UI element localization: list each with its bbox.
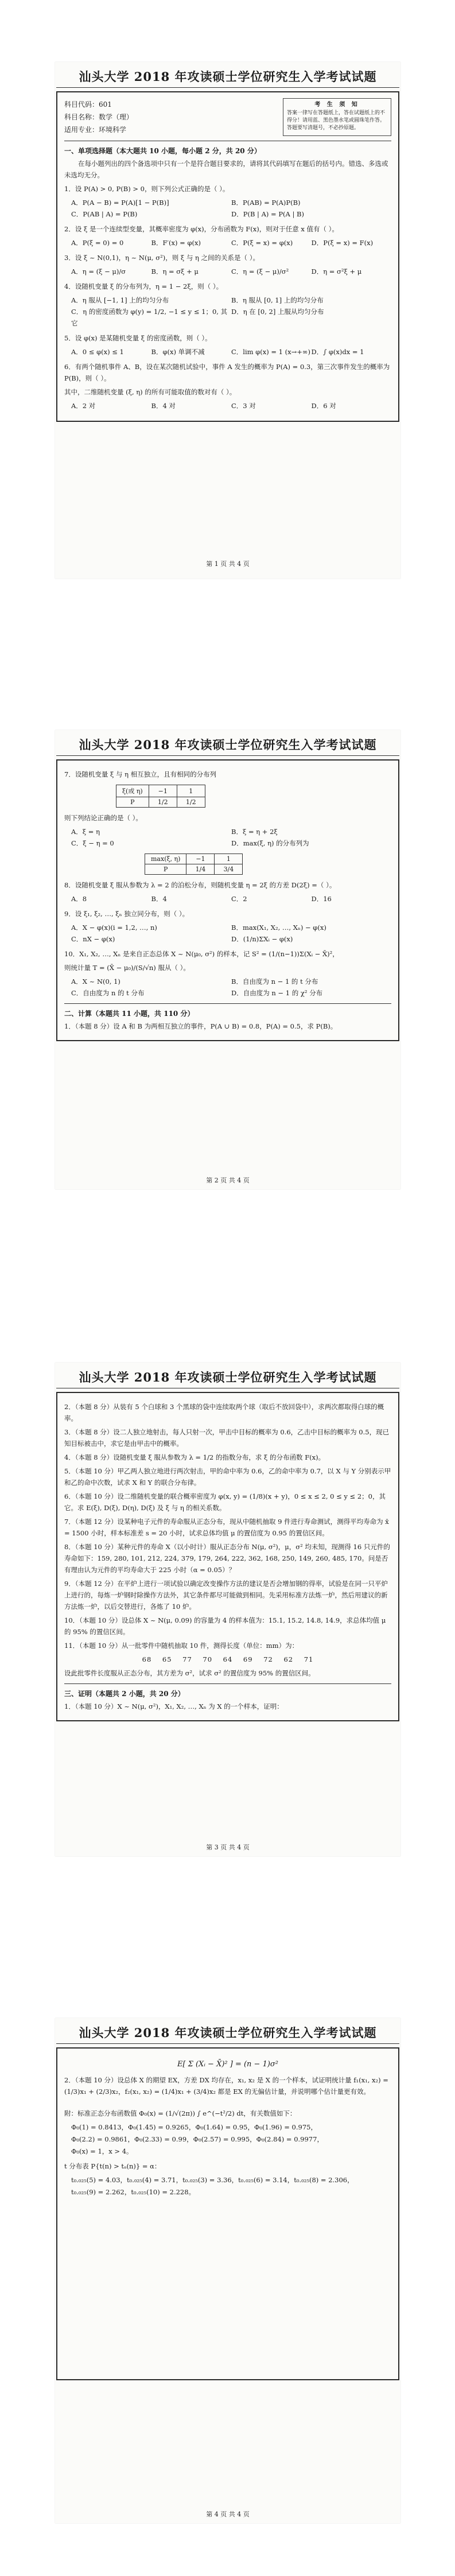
exam-frame — [56, 759, 399, 1041]
question-8-options — [71, 893, 391, 905]
option: D．(1/n)ΣXᵢ − φ(x) — [231, 935, 293, 943]
option: C．3 对 — [231, 402, 256, 410]
table-cell: 1 — [215, 854, 243, 864]
option: A．ξ = η — [71, 828, 100, 836]
question-3-options — [71, 266, 391, 277]
exam-frame — [56, 2047, 399, 2380]
t-table-values — [71, 2174, 391, 2198]
blank-space — [64, 2201, 391, 2373]
section-title: 二、计算（本题共 11 小题，共 110 分） — [64, 1010, 195, 1018]
option: A．0 ≤ φ(x) ≤ 1 — [71, 348, 124, 356]
option: A．P(ξ = 0) = 0 — [71, 239, 124, 247]
table-cell: −1 — [149, 785, 177, 797]
subject-major: 适用专业：环境科学 — [64, 126, 127, 134]
subject-code: 科目代码：601 — [64, 100, 112, 108]
normal-table-values — [71, 2121, 391, 2157]
question-3: 3．设 ξ ~ N(0,1)，η ~ N(μ, σ²)，则 ξ 与 η 之间的关系是（ ）。 — [64, 254, 259, 262]
option: D．P(B | A) = P(A | B) — [231, 210, 304, 218]
question-2: 2．设 ξ 是一个连续型变量，其概率密度为 φ(x)，分布函数为 F(x)，则对于任意 x 值有（ ）。 — [64, 225, 339, 233]
option: D．∫ φ(x)dx = 1 — [311, 348, 364, 356]
question-7-options — [71, 826, 391, 849]
sample-data: 68 65 77 70 64 69 72 62 71 — [142, 1655, 314, 1663]
page-4 — [0, 1932, 455, 2576]
title-divider — [56, 755, 399, 756]
option: C．自由度为 n 的 t 分布 — [71, 989, 145, 997]
t-table-title: t 分布表 P{t(n) > tₐ(n)} = α： — [64, 2162, 161, 2170]
option: B．η = σξ + μ — [151, 267, 199, 276]
calc-question-11-ask: 设此批零件长度服从正态分布，其方差为 σ²，试求 σ² 的置信度为 95% 的置信区间。 — [64, 1669, 315, 1677]
option: A．2 对 — [71, 402, 96, 410]
option: D．P(ξ = x) = F(x) — [311, 239, 374, 247]
option: B．P(AB) = P(A)P(B) — [231, 199, 301, 207]
page-footer: 第 4 页 共 4 页 — [206, 2511, 250, 2518]
question-4-options — [71, 294, 391, 329]
page-title: 汕头大学 2018 年攻读硕士学位研究生入学考试试题 — [79, 1370, 377, 1384]
question-2-options — [71, 237, 391, 249]
option: A．X ~ N(0, 1) — [71, 977, 120, 986]
page-footer: 第 3 页 共 4 页 — [206, 1844, 250, 1851]
calc-question-3: 3．（本题 8 分）设二人独立地射击，每人只射一次，甲击中目标的概率为 0.6，乙击中目标的概率为 0.5，现已知目标被击中，求它是由甲击中的概率。 — [64, 1428, 390, 1448]
t-line: t₀.₀₂₅(9) = 2.262，t₀.₀₂₅(10) = 2.228。 — [71, 2188, 196, 2196]
option: B．F′(x) = φ(x) — [151, 239, 201, 247]
option: C．ξ − η = 0 — [71, 839, 114, 847]
spacer — [64, 2100, 391, 2105]
phi-line: Φ₀(1) = 0.8413，Φ₀(1.45) = 0.9265，Φ₀(1.64) = 0.95，Φ₀(1.96) = 0.975， — [71, 2123, 317, 2131]
exam-sheet-4 — [55, 2018, 400, 2523]
phi-line: Φ₀(x) = 1，x > 4。 — [71, 2147, 133, 2155]
table-cell: −1 — [186, 854, 215, 864]
option: C．nX − φ(x) — [71, 935, 115, 943]
max-distribution-table — [145, 854, 243, 875]
option: C．η = (ξ − μ)/σ² — [231, 267, 289, 276]
exam-meta — [64, 98, 391, 136]
section-divider — [64, 1003, 391, 1004]
question-6: 6．有两个随机事件 A、B，设在某次随机试验中，事件 A 发生的概率为 P(A) = 0.3，第三次事件发生的概率为 P(B)，则（ ）。 — [64, 363, 390, 382]
subject-name: 科目名称：数学（理） — [64, 113, 134, 121]
title-divider — [56, 2043, 399, 2044]
question-1-options — [71, 197, 391, 220]
exam-frame — [56, 91, 399, 422]
exam-sheet-2 — [55, 730, 400, 1189]
option: C．P(ξ = x) = φ(x) — [231, 239, 293, 247]
table-cell: max(ξ, η) — [145, 854, 186, 864]
question-4: 4．设随机变量 ξ 的分布列为，η = 1 − 2ξ，则（ ）。 — [64, 282, 223, 290]
question-10: 10．X₁, X₂, …, Xₙ 是来自正态总体 X ~ N(μ₀, σ²) 的样本，记 S² = (1/(n−1))Σ(Xᵢ − X̄)²， — [64, 950, 339, 958]
page-footer: 第 1 页 共 4 页 — [206, 560, 250, 568]
option: D．η = σ²ξ + μ — [311, 267, 362, 276]
section-intro: 在每小题列出的四个备选项中只有一个是符合题目要求的，请将其代码填写在题后的括号内。错选、多选或未选均无分。 — [64, 160, 388, 179]
option: A．X − φ(x)(i = 1,2, …, n) — [71, 924, 157, 932]
option: B．φ(x) 单调不减 — [151, 348, 205, 356]
calc-question-6: 6．（本题 10 分）设二维随机变量的联合概率密度为 φ(x, y) = (1/8)(x + y)，0 ≤ x ≤ 2, 0 ≤ y ≤ 2；0，其它。求 E(ξ), D(ξ), D(η), D(ξ) 及 ξ 与 η 的相关系数。 — [64, 1492, 386, 1512]
table-cell: 3/4 — [215, 864, 243, 875]
option: C．P(AB | A) = P(B) — [71, 210, 138, 218]
page-1 — [0, 0, 455, 644]
table-cell: 1/2 — [149, 797, 177, 808]
question-1: 1．设 P(A) > 0, P(B) > 0，则下列公式正确的是（ ）。 — [64, 185, 230, 193]
title-divider — [56, 87, 399, 88]
page-footer: 第 2 页 共 4 页 — [206, 1177, 250, 1184]
option: D．6 对 — [311, 402, 336, 410]
question-6-mid: 其中，二维随机变量 (ξ, η) 的所有可能取值的数对有（ ）。 — [64, 388, 236, 396]
page-2 — [0, 644, 455, 1288]
page-title: 汕头大学 2018 年攻读硕士学位研究生入学考试试题 — [79, 69, 377, 84]
option: C．2 — [231, 895, 247, 903]
distribution-table — [116, 785, 205, 808]
option: C．lim φ(x) = 1 (x→+∞) — [231, 348, 310, 356]
page-title: 汕头大学 2018 年攻读硕士学位研究生入学考试试题 — [79, 2026, 377, 2040]
calc-question-7: 7．（本题 12 分）设某种电子元件的寿命服从正态分布，现从中随机抽取 9 件进行寿命测试，测得平均寿命为 x̄ = 1500 小时，样本标准差 s = 20 小时，试求总体均值 μ 的置信度为 0.95 的置信区间。 — [64, 1518, 389, 1537]
option: D．max(ξ, η) 的分布列为 — [231, 839, 309, 847]
appendix-title: 附：标准正态分布函数值 Φ₀(x) = (1/√(2π)) ∫ e^(−t²/2) dt，有关数值如下： — [64, 2109, 297, 2117]
exam-sheet-1 — [55, 62, 400, 579]
calc-question-1: 1．（本题 8 分）设 A 和 B 为两相互独立的事件，P(A ∪ B) = 0.8，P(A) = 0.5，求 P(B)。 — [64, 1022, 337, 1030]
option: B．η 服从 [0, 1] 上的均匀分布 — [231, 296, 324, 304]
option: D．η 在 [0, 2] 上服从均匀分布 — [231, 308, 324, 316]
calc-question-11: 11．（本题 10 分）从一批零件中随机抽取 10 件，测得长度（单位：mm）为： — [64, 1642, 299, 1650]
option: B．max(X₁, X₂, …, Xₙ) − φ(x) — [231, 924, 326, 932]
question-9-options — [71, 922, 391, 945]
section-title: 三、证明（本题共 2 小题，共 20 分） — [64, 1690, 185, 1698]
table-cell: 1/4 — [186, 864, 215, 875]
option: D．16 — [311, 895, 332, 903]
notice-text: 答案一律写在答题纸上，答在试题纸上的不得分！请用蓝、黑色墨水笔或圆珠笔作答。答题要写清题号，不必抄原题。 — [287, 110, 386, 131]
section-title: 一、单项选择题（本大题共 10 小题，每小题 2 分，共 20 分） — [64, 147, 261, 155]
question-5-options — [71, 346, 391, 358]
option: A．η 服从 [−1, 1] 上的均匀分布 — [71, 296, 169, 304]
question-9: 9．设 ξ₁, ξ₂, …, ξₙ 独立同分布，则（ ）。 — [64, 910, 189, 918]
calc-question-10: 10．（本题 10 分）设总体 X ~ N(μ, 0.09) 的容量为 4 的样本值为：15.1, 15.2, 14.8, 14.9，求总体均值 μ 的 95% 的置信区间。 — [64, 1616, 386, 1636]
question-6-options — [71, 400, 391, 412]
option: B．4 — [151, 895, 167, 903]
option: B．ξ = η + 2ξ — [231, 828, 278, 836]
candidate-notice — [283, 98, 391, 136]
table-cell: ξ(或 η) — [116, 785, 149, 797]
page-3 — [0, 1288, 455, 1932]
option: D．自由度为 n − 1 的 χ² 分布 — [231, 989, 323, 997]
subject-info — [64, 98, 133, 136]
exam-sheet-3 — [55, 1363, 400, 1856]
question-8: 8．设随机变量 ξ 服从参数为 λ = 2 的泊松分布，则随机变量 η = 2ξ 的方差 D(2ξ) =（ ）。 — [64, 881, 336, 889]
option: A．8 — [71, 895, 87, 903]
phi-line: Φ₀(2.2) = 0.9861，Φ₀(2.33) = 0.99，Φ₀(2.57) = 0.995，Φ₀(2.84) = 0.9977， — [71, 2135, 324, 2143]
notice-title: 考 生 须 知 — [314, 102, 360, 108]
option: B．4 对 — [151, 402, 176, 410]
question-7: 7．设随机变量 ξ 与 η 相互独立，且有相同的分布列 — [64, 770, 217, 778]
option: B．自由度为 n − 1 的 t 分布 — [231, 977, 318, 986]
calc-question-2: 2．（本题 8 分）从装有 5 个白球和 3 个黑球的袋中连续取两个球（取后不放回袋中），求两次都取得白球的概率。 — [64, 1403, 384, 1422]
calc-question-4: 4．（本题 8 分）设随机变量 ξ 服从参数为 λ = 1/2 的指数分布，求 ξ 的分布函数 F(x)。 — [64, 1453, 325, 1461]
page-title: 汕头大学 2018 年攻读硕士学位研究生入学考试试题 — [79, 738, 377, 752]
table-cell: P — [145, 864, 186, 875]
calc-question-8: 8．（本题 10 分）某种元件的寿命 X（以小时计）服从正态分布 N(μ, σ²)，μ，σ² 均未知，现测得 16 只元件的寿命如下：159, 280, 101, 212, 224, 379, 179, 264, 222, 362, 168, 250, 149, 260, 485, 170。问是否有理由认为元件的平均寿命大于 225 小时（α = 0.05）？ — [64, 1543, 390, 1574]
option: A．η = (ξ − μ)/σ — [71, 267, 126, 276]
section-divider — [64, 1683, 391, 1684]
table-cell: 1/2 — [177, 797, 205, 808]
proof-formula: E[ Σ (Xᵢ − X̄)² ] = (n − 1)σ² — [177, 2060, 279, 2069]
exam-frame — [56, 1392, 399, 1721]
question-10-statistic: 则统计量 T = (X̄ − μ₀)/(S/√n) 服从（ ）。 — [64, 964, 190, 972]
question-7-ask: 则下列结论正确的是（ ）。 — [64, 814, 142, 822]
option: C．η 的密度函数为 φ(y) = 1/2, −1 ≤ y ≤ 1；0, 其它 — [71, 308, 228, 327]
question-10-options — [71, 976, 391, 999]
table-cell: P — [116, 797, 149, 808]
proof-question-2: 2．（本题 10 分）设总体 X 的期望 EX，方差 DX 均存在，x₁, x₂ 是 X 的一个样本，试证明统计量 f₁(x₁, x₂) = (1/3)x₁ + (2/3)x₂，f₂(x₁, x₂) = (1/4)x₁ + (3/4)x₂ 都是 EX 的无偏估计量，并说明哪个估计量更有效。 — [64, 2076, 388, 2096]
table-cell: 1 — [177, 785, 205, 797]
calc-question-5: 5．（本题 10 分）甲乙两人独立地进行两次射击，甲的命中率为 0.6，乙的命中率为 0.7，以 X 与 Y 分别表示甲和乙的命中次数，试求 X 和 Y 的联合分布律。 — [64, 1467, 391, 1487]
t-line: t₀.₀₂₅(5) = 4.03，t₀.₀₂₅(4) = 3.71，t₀.₀₂₅(3) = 3.36，t₀.₀₂₅(6) = 3.14，t₀.₀₂₅(8) = 2.306， — [71, 2176, 354, 2184]
question-5: 5．设 φ(x) 是某随机变量 ξ 的密度函数，则（ ）。 — [64, 334, 212, 342]
calc-question-9: 9．（本题 12 分）在平炉上进行一项试验以确定改变操作方法的建议是否会增加钢的得率，试验是在同一只平炉上进行的，每炼一炉钢时除操作方法外，其它条件都尽可能做到相同。先采用标准方法炼一炉，然后用建议的新方法炼一炉，以后交替进行，各炼了 10 炉。 — [64, 1580, 388, 1611]
option: A．P(A − B) = P(A)[1 − P(B)] — [71, 199, 169, 207]
proof-question-1: 1．（本题 10 分）X ~ N(μ, σ²)，X₁, X₂, …, Xₙ 为 X 的一个样本，证明： — [64, 1702, 283, 1710]
